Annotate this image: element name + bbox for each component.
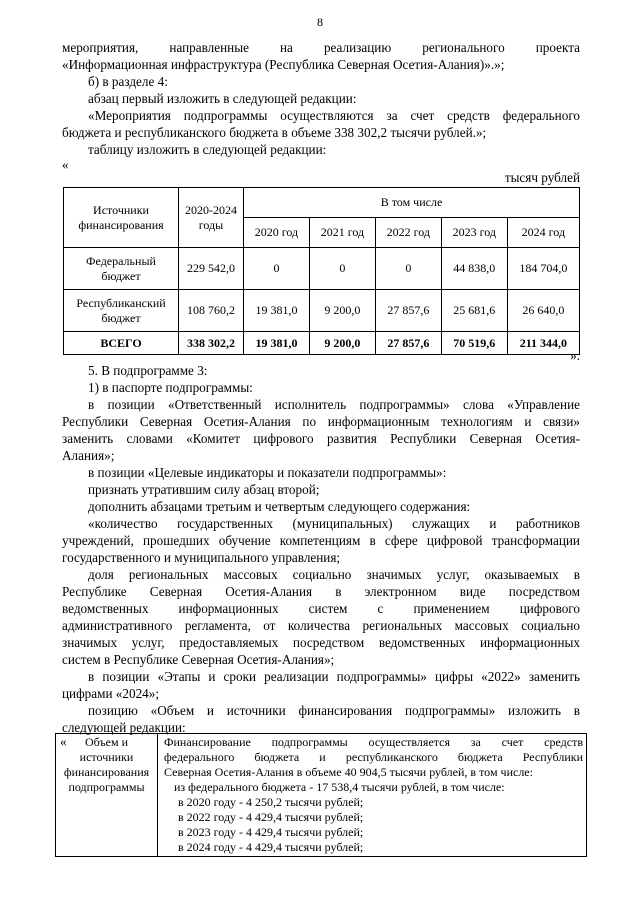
cell: 0: [375, 248, 441, 290]
opening-quote: «: [60, 734, 67, 749]
text-line: в 2024 году - 4 429,4 тысячи рублей;: [178, 840, 364, 854]
text-line: федерального бюджета и республиканского бюджета Республики: [164, 750, 583, 764]
text-line: в 2020 году - 4 250,2 тысячи рублей;: [178, 795, 364, 809]
text-line: «Информационная инфраструктура (Республика Северная Осетия-Алания)».»;: [62, 57, 505, 72]
row-total: 229 542,0: [179, 248, 244, 290]
financing-passport-table: [55, 733, 587, 857]
cell: 211 344,0: [507, 332, 579, 355]
cell: 0: [309, 248, 375, 290]
row-total: 108 760,2: [179, 290, 244, 332]
header-source: Источники финансирования: [64, 188, 179, 248]
text-line: цифрами «2024»;: [62, 686, 160, 701]
text-line: таблицу изложить в следующей редакции:: [88, 142, 327, 157]
header-including: В том числе: [244, 188, 580, 218]
row-name: ВСЕГО: [64, 332, 179, 355]
text-line: дополнить абзацами третьим и четвертым следующего содержания:: [88, 499, 471, 514]
header-year: 2020 год: [244, 218, 310, 248]
text-line: бюджета и республиканского бюджета в объеме 338 302,2 тысячи рублей.»;: [62, 125, 487, 140]
header-year: 2022 год: [375, 218, 441, 248]
passport-value: [158, 734, 587, 857]
text-line: в позиции «Целевые индикаторы и показатели подпрограммы»:: [88, 465, 447, 480]
text-line: заменить словами «Комитет цифрового развития Республики Северная Осетия-: [62, 431, 580, 446]
text-line: в позиции «Ответственный исполнитель подпрограммы» слова «Управление: [88, 397, 580, 412]
text-line: значимых услуг, предоставляемых посредством ведомственных информационных: [62, 635, 580, 650]
text-line: признать утратившим силу абзац второй;: [88, 482, 320, 497]
cell: 27 857,6: [375, 332, 441, 355]
text-line: учреждений, прошедших обучение компетенциям в сфере цифровой трансформации: [62, 533, 580, 548]
header-total: 2020-2024 годы: [179, 188, 244, 248]
text-line: «количество государственных (муниципальных) служащих и работников: [88, 516, 580, 531]
cell: 27 857,6: [375, 290, 441, 332]
text-line: из федерального бюджета - 17 538,4 тысячи рублей, в том числе:: [174, 780, 505, 794]
cell: 70 519,6: [441, 332, 507, 355]
cell: 19 381,0: [244, 332, 310, 355]
text-line: Алания»;: [62, 448, 115, 463]
header-year: 2024 год: [507, 218, 579, 248]
text-line: абзац первый изложить в следующей редакции:: [88, 91, 357, 106]
passport-label: Объем и источники финансирования подпрограммы: [56, 734, 158, 857]
cell: 184 704,0: [507, 248, 579, 290]
cell: 44 838,0: [441, 248, 507, 290]
cell: 26 640,0: [507, 290, 579, 332]
cell: 9 200,0: [309, 332, 375, 355]
text-line: в 2023 году - 4 429,4 тысячи рублей;: [178, 825, 364, 839]
cell: 25 681,6: [441, 290, 507, 332]
table-row: [64, 248, 580, 290]
text-line: Республики Северная Осетия-Алания по информационным технологиям и связи»: [62, 414, 580, 429]
text-line: «Мероприятия подпрограммы осуществляются за счет средств федерального: [88, 108, 580, 123]
text-line: Республике Северная Осетия-Алания в электронном виде посредством: [62, 584, 580, 599]
closing-quote: ».: [570, 348, 580, 363]
text-line: систем в Республике Северная Осетия-Алания»;: [62, 652, 335, 667]
text-line: Северная Осетия-Алания в объеме 40 904,5 тысячи рублей, в том числе:: [164, 765, 533, 779]
text-line: 1) в паспорте подпрограммы:: [88, 380, 253, 395]
cell: 19 381,0: [244, 290, 310, 332]
text-line: в позиции «Этапы и сроки реализации подпрограммы» цифры «2022» заменить: [88, 669, 580, 684]
table-row: [64, 290, 580, 332]
text-line: государственного и муниципального управления;: [62, 550, 341, 565]
opening-quote: «: [62, 157, 69, 172]
funding-table: [63, 187, 580, 355]
row-name: Республиканский бюджет: [64, 290, 179, 332]
cell: 0: [244, 248, 310, 290]
text-line: следующей редакции:: [62, 720, 186, 735]
text-line: позицию «Объем и источники финансирования подпрограммы» изложить в: [88, 703, 580, 718]
text-line: б) в разделе 4:: [88, 74, 168, 89]
row-name: Федеральный бюджет: [64, 248, 179, 290]
text-line: ведомственных информационных систем с применением цифрового: [62, 601, 580, 616]
text-line: доля региональных массовых социально значимых услуг, оказываемых в: [88, 567, 580, 582]
row-total: 338 302,2: [179, 332, 244, 355]
text-line: Финансирование подпрограммы осуществляется за счет средств: [164, 735, 583, 749]
page-number: 8: [317, 15, 323, 29]
text-line: мероприятия, направленные на реализацию регионального проекта: [62, 40, 580, 55]
header-year: 2023 год: [441, 218, 507, 248]
text-line: 5. В подпрограмме 3:: [88, 363, 208, 378]
text-line: административного регламента, от количества региональных массовых социально: [62, 618, 580, 633]
header-year: 2021 год: [309, 218, 375, 248]
text-line: в 2022 году - 4 429,4 тысячи рублей;: [178, 810, 364, 824]
cell: 9 200,0: [309, 290, 375, 332]
unit-label: тысяч рублей: [504, 170, 580, 185]
